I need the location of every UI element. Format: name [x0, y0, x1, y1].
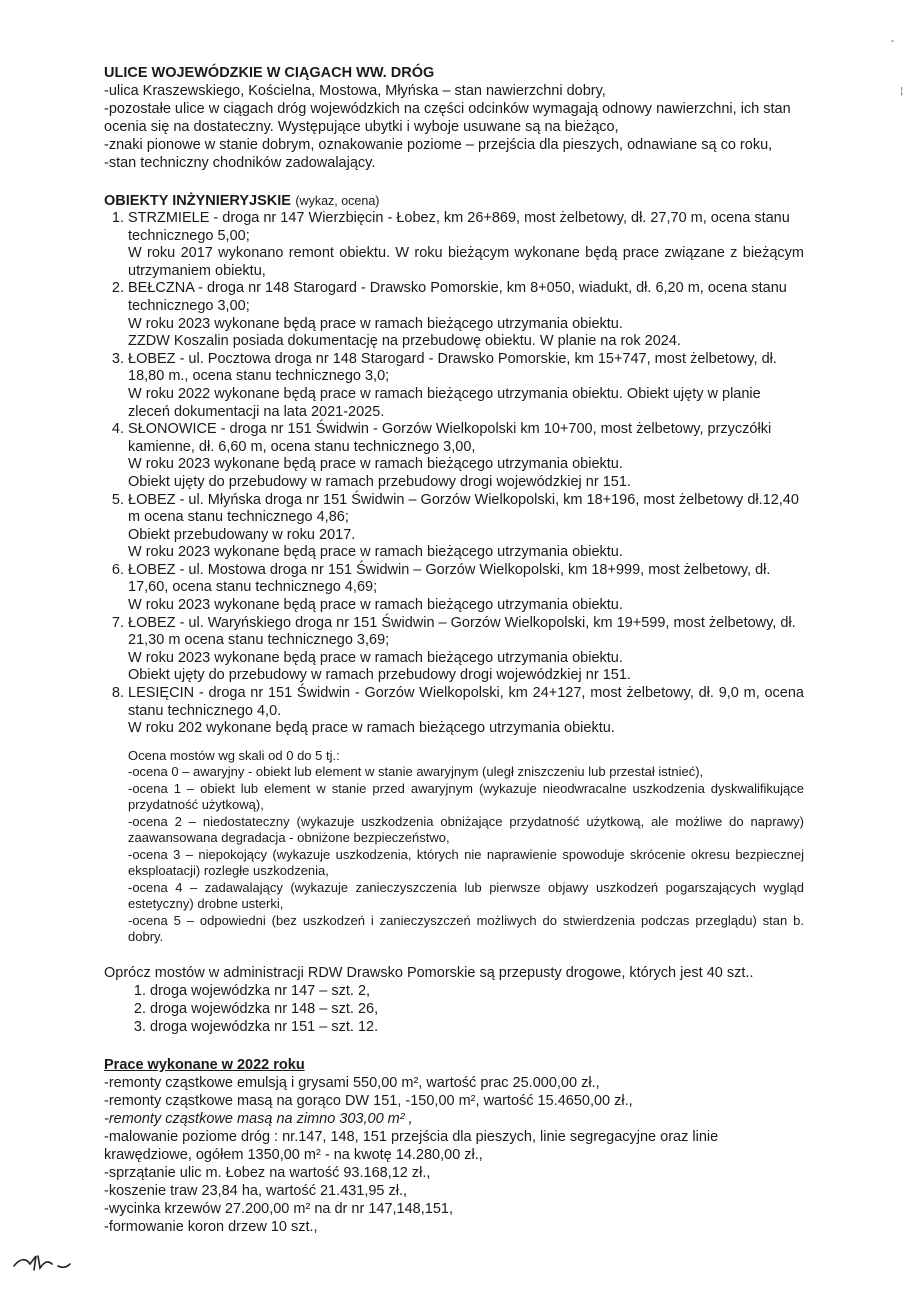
object-item: 1. STRZMIELE - droga nr 147 Wierzbięcin - Łobez, km 26+869, most żelbetowy, dł. 27,70 m, ocena stanu technicznego 5,00; W roku 2017 wykonano remont obiektu. W roku bieżącym wykonane będą prace związane z bieżącym utrzymaniem obiektu, [128, 210, 804, 280]
section-objects [104, 192, 804, 738]
culverts [104, 964, 804, 1036]
object-item: 3. ŁOBEZ - ul. Pocztowa droga nr 148 Starogard - Drawsko Pomorskie, km 15+747, most żelbetowy, dł. 18,80 m., ocena stanu technicznego 3,0; W roku 2022 wykonane będą prace w ramach bieżącego utrzymania obiektu. Obiekt ujęty w planie zleceń dokumentacji na lata 2021-2025. [128, 351, 804, 421]
scale-line: -ocena 5 – odpowiedni (bez uszkodzeń i zanieczyszczeń możliwych do stwierdzenia podczas przeglądu) stan b. dobry. [128, 912, 804, 945]
works-line: -koszenie traw 23,84 ha, wartość 21.431,95 zł., [104, 1182, 408, 1199]
works [104, 1056, 804, 1236]
section-title-objects-wrap [104, 192, 804, 210]
handwritten-initials [12, 1248, 82, 1278]
works-line: -malowanie poziome dróg : nr.147, 148, 151 przejścia dla pieszych, linie segregacyjne oraz linie krawędziowe, ogółem 1350,00 m² - na kwotę 14.280,00 zł., [104, 1128, 719, 1163]
scale-line: -ocena 4 – zadawalający (wykazuje zanieczyszczenia lub pierwsze objawy uszkodzeń pogarszających wygląd estetyczny) drobne usterki, [128, 879, 804, 912]
culvert-item: 1. droga wojewódzka nr 147 – szt. 2, [150, 982, 804, 1000]
object-item: 8. LESIĘCIN - droga nr 151 Świdwin - Gorzów Wielkopolski, km 24+127, most żelbetowy, dł. 9,0 m, ocena stanu technicznego 4,0. W roku 202 wykonane będą prace w ramach bieżącego utrzymania obiektu. [128, 685, 804, 738]
document-page [104, 64, 804, 1236]
section-title-objects: OBIEKTY INŻYNIERYJSKIE [104, 193, 291, 209]
object-item: 4. SŁONOWICE - droga nr 151 Świdwin - Gorzów Wielkopolski km 10+700, most żelbetowy, przyczółki kamienne, dł. 6,60 m, ocena stanu technicznego 3,00, W roku 2023 wykonane będą prace w ramach bieżącego utrzymania obiektu. Obiekt ujęty do przebudowy w ramach przebudowy drogi wojewódzkiej nr 151. [128, 421, 804, 491]
scale-line: -ocena 3 – niepokojący (wykazuje uszkodzenia, których nie naprawienie spowoduje skrócenie okresu bezpiecznej eksploatacji) rozległe uszkodzenia, [128, 846, 804, 879]
streets-line: -znaki pionowe w stanie dobrym, oznakowanie poziome – przejścia dla pieszych, odnawiane są co roku, [104, 137, 773, 153]
scale-line: -ocena 1 – obiekt lub element w stanie przed awaryjnym (wykazuje nieodwracalne uszkodzenia dyskwalifikujące przydatność użytkową), [128, 780, 804, 813]
culvert-item: 3. droga wojewódzka nr 151 – szt. 12. [150, 1018, 804, 1036]
scan-mark-right: ¦ [900, 86, 904, 97]
works-line: -remonty cząstkowe masą na gorąco DW 151, -150,00 m², wartość 15.4650,00 zł., [104, 1092, 633, 1109]
streets-line: -ulica Kraszewskiego, Kościelna, Mostowa, Młyńska – stan nawierzchni dobry, [104, 83, 606, 99]
section-title-note: (wykaz, ocena) [295, 194, 380, 208]
streets-line: -stan techniczny chodników zadowalający. [104, 155, 376, 171]
works-line: -formowanie koron drzew 10 szt., [104, 1218, 318, 1235]
scan-mark-top: ˇ [890, 40, 895, 51]
scale-intro: Ocena mostów wg skali od 0 do 5 tj.: [128, 747, 340, 763]
scale-line: -ocena 2 – niedostateczny (wykazuje uszkodzenia obniżające przydatność użytkową, ale możliwe do naprawy) zaawansowana degradacja - obniżone bezpieczeństwo, [128, 813, 804, 846]
section-title-streets: ULICE WOJEWÓDZKIE W CIĄGACH WW. DRÓG [104, 65, 435, 81]
works-line: -sprzątanie ulic m. Łobez na wartość 93.168,12 zł., [104, 1164, 431, 1181]
streets-lines [104, 82, 804, 172]
rating-scale [128, 748, 804, 946]
object-item: 7. ŁOBEZ - ul. Waryńskiego droga nr 151 Świdwin – Gorzów Wielkopolski, km 19+599, most żelbetowy, dł. 21,30 m ocena stanu technicznego 3,69; W roku 2023 wykonane będą prace w ramach bieżącego utrzymania obiektu. Obiekt ujęty do przebudowy w ramach przebudowy drogi wojewódzkiej nr 151. [128, 615, 804, 685]
culvert-item: 2. droga wojewódzka nr 148 – szt. 26, [150, 1000, 804, 1018]
object-item: 2. BEŁCZNA - droga nr 148 Starogard - Drawsko Pomorskie, km 8+050, wiadukt, dł. 6,20 m, ocena stanu technicznego 3,00; W roku 2023 wykonane będą prace w ramach bieżącego utrzymania obiektu. ZZDW Koszalin posiada dokumentację na przebudowę obiektu. W planie na rok 2024. [128, 280, 804, 350]
object-item: 6. ŁOBEZ - ul. Mostowa droga nr 151 Świdwin – Gorzów Wielkopolski, km 18+999, most żelbetowy, dł. 17,60, ocena stanu technicznego 4,69; W roku 2023 wykonane będą prace w ramach bieżącego utrzymania obiektu. [128, 562, 804, 615]
object-item: 5. ŁOBEZ - ul. Młyńska droga nr 151 Świdwin – Gorzów Wielkopolski, km 18+196, most żelbetowy dł.12,40 m ocena stanu technicznego 4,86; Obiekt przebudowany w roku 2017. W roku 2023 wykonane będą prace w ramach bieżącego utrzymania obiektu. [128, 492, 804, 562]
works-line: -remonty cząstkowe masą na zimno 303,00 m² , [104, 1110, 413, 1127]
works-title: Prace wykonane w 2022 roku [104, 1056, 305, 1073]
culverts-list [104, 982, 804, 1036]
works-line: -remonty cząstkowe emulsją i grysami 550,00 m², wartość prac 25.000,00 zł., [104, 1074, 600, 1091]
objects-list [104, 210, 804, 738]
streets-line: -pozostałe ulice w ciągach dróg wojewódzkich na części odcinków wymagają odnowy nawierzchni, ich stan ocenia się na dostateczny. Występujące ubytki i wyboje usuwane są na bieżąco, [104, 101, 791, 135]
works-line: -wycinka krzewów 27.200,00 m² na dr nr 147,148,151, [104, 1200, 453, 1217]
culverts-intro: Oprócz mostów w administracji RDW Drawsko Pomorskie są przepusty drogowe, których jest 40 szt.. [104, 964, 754, 981]
scale-line: -ocena 0 – awaryjny - obiekt lub element w stanie awaryjnym (uległ zniszczeniu lub przestał istnieć), [128, 764, 704, 780]
